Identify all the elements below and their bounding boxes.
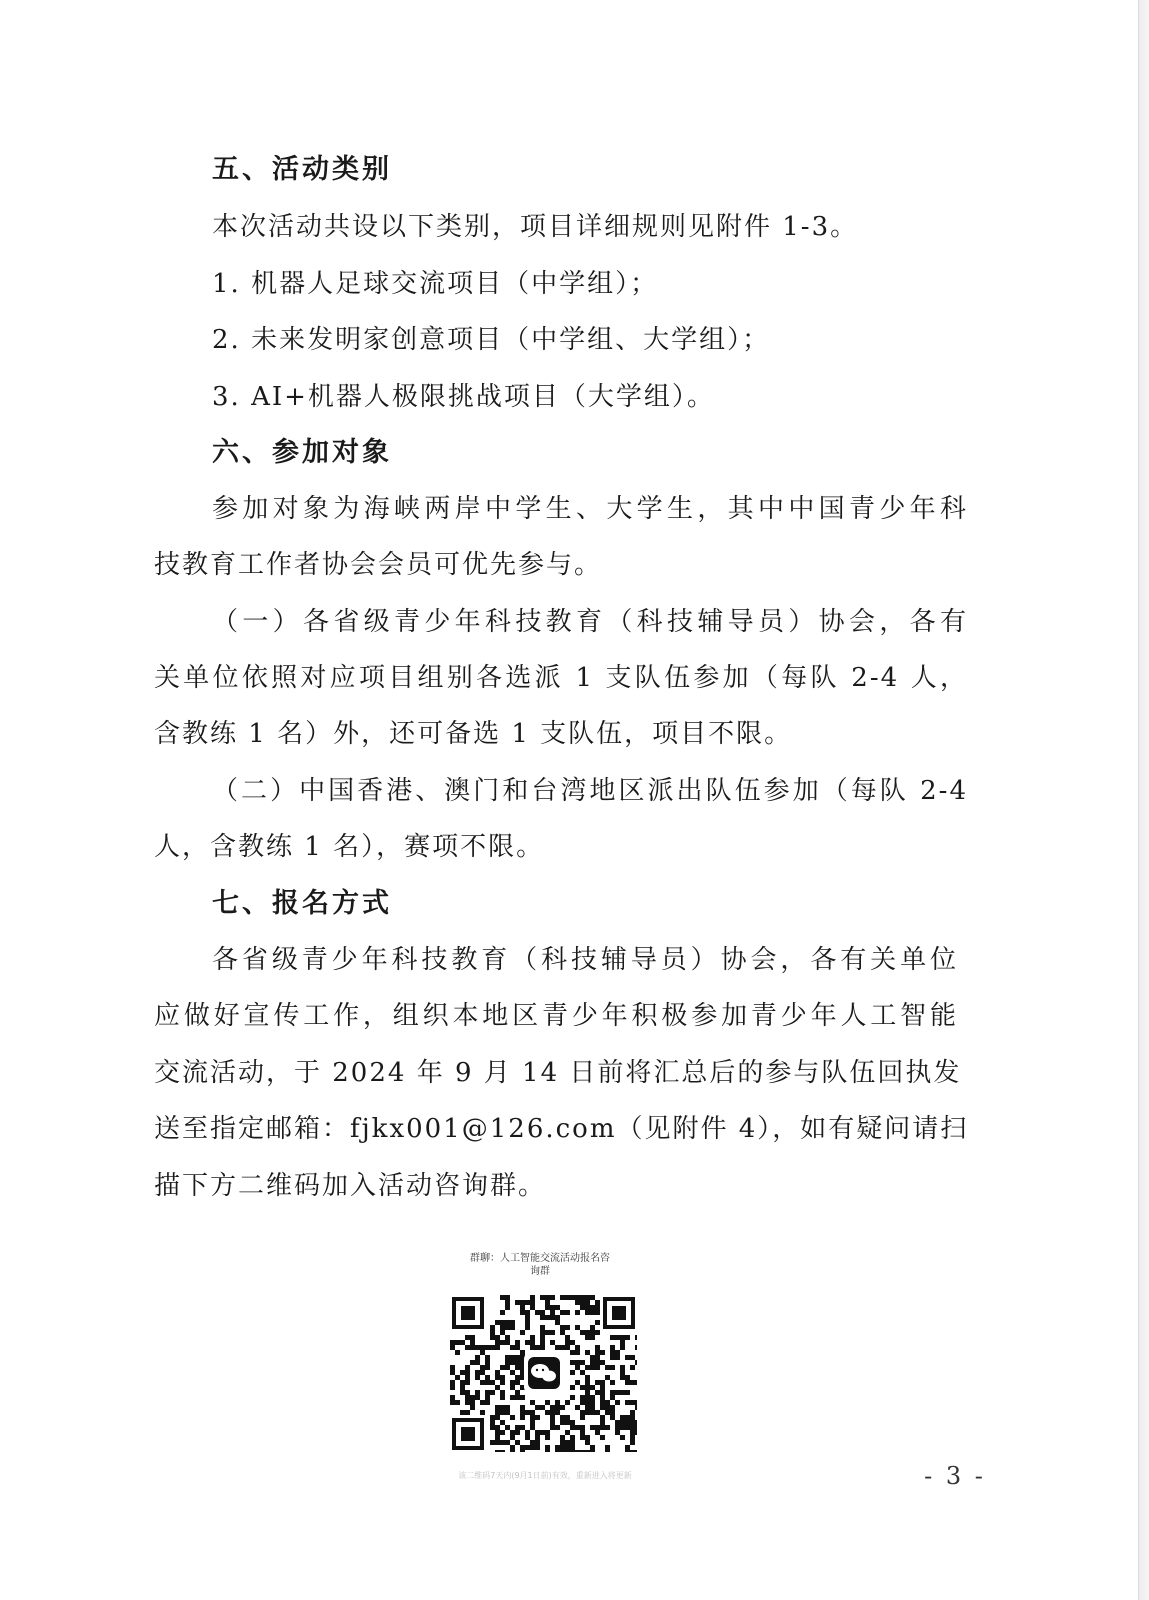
category-item: 2. 未来发明家创意项目（中学组、大学组）； (212, 325, 771, 355)
section-six-heading: 六、参加对象 (212, 437, 392, 468)
section-seven-heading: 七、报名方式 (212, 888, 392, 919)
paragraph-line: 描下方二维码加入活动咨询群。 (154, 1171, 547, 1201)
paragraph-line: 含教练 1 名）外，还可备选 1 支队伍，项目不限。 (154, 719, 793, 749)
paragraph-line: 应做好宣传工作，组织本地区青少年积极参加青少年人工智能 (154, 1001, 958, 1031)
section-five-heading: 五、活动类别 (212, 154, 392, 185)
qr-code[interactable] (450, 1295, 637, 1452)
qr-caption-line: 询群 (530, 1266, 550, 1277)
paragraph-line: 交流活动，于 2024 年 9 月 14 日前将汇总后的参与队伍回执发 (154, 1058, 962, 1088)
paragraph-line: 关单位依照对应项目组别各选派 1 支队伍参加（每队 2-4 人， (154, 663, 968, 693)
qr-caption (440, 1252, 640, 1278)
paragraph-line: 人，含教练 1 名），赛项不限。 (154, 832, 545, 862)
page-number: - 3 - (924, 1462, 986, 1490)
paragraph-line: 送至指定邮箱：fjkx001@126.com（见附件 4），如有疑问请扫 (154, 1114, 969, 1144)
category-item: 1. 机器人足球交流项目（中学组）； (212, 269, 659, 299)
qr-footer-note: 该二维码7天内(9月1日前)有效，重新进入将更新 (458, 1471, 632, 1480)
paragraph-line: 技教育工作者协会会员可优先参与。 (154, 550, 603, 580)
paragraph-line: 参加对象为海峡两岸中学生、大学生，其中中国青少年科 (212, 494, 968, 524)
qr-caption-line: 群聊：人工智能交流活动报名咨 (470, 1253, 610, 1264)
paragraph-line: （一）各省级青少年科技教育（科技辅导员）协会，各有 (212, 607, 968, 637)
paragraph-line: （二）中国香港、澳门和台湾地区派出队伍参加（每队 2-4 (212, 776, 968, 806)
qr-code-graphic (450, 1295, 637, 1452)
section-five-intro: 本次活动共设以下类别，项目详细规则见附件 1-3。 (212, 212, 859, 242)
category-item: 3. AI+机器人极限挑战项目（大学组）。 (212, 382, 715, 412)
paragraph-line: 各省级青少年科技教育（科技辅导员）协会，各有关单位 (212, 945, 958, 975)
page-edge (1138, 0, 1149, 1600)
